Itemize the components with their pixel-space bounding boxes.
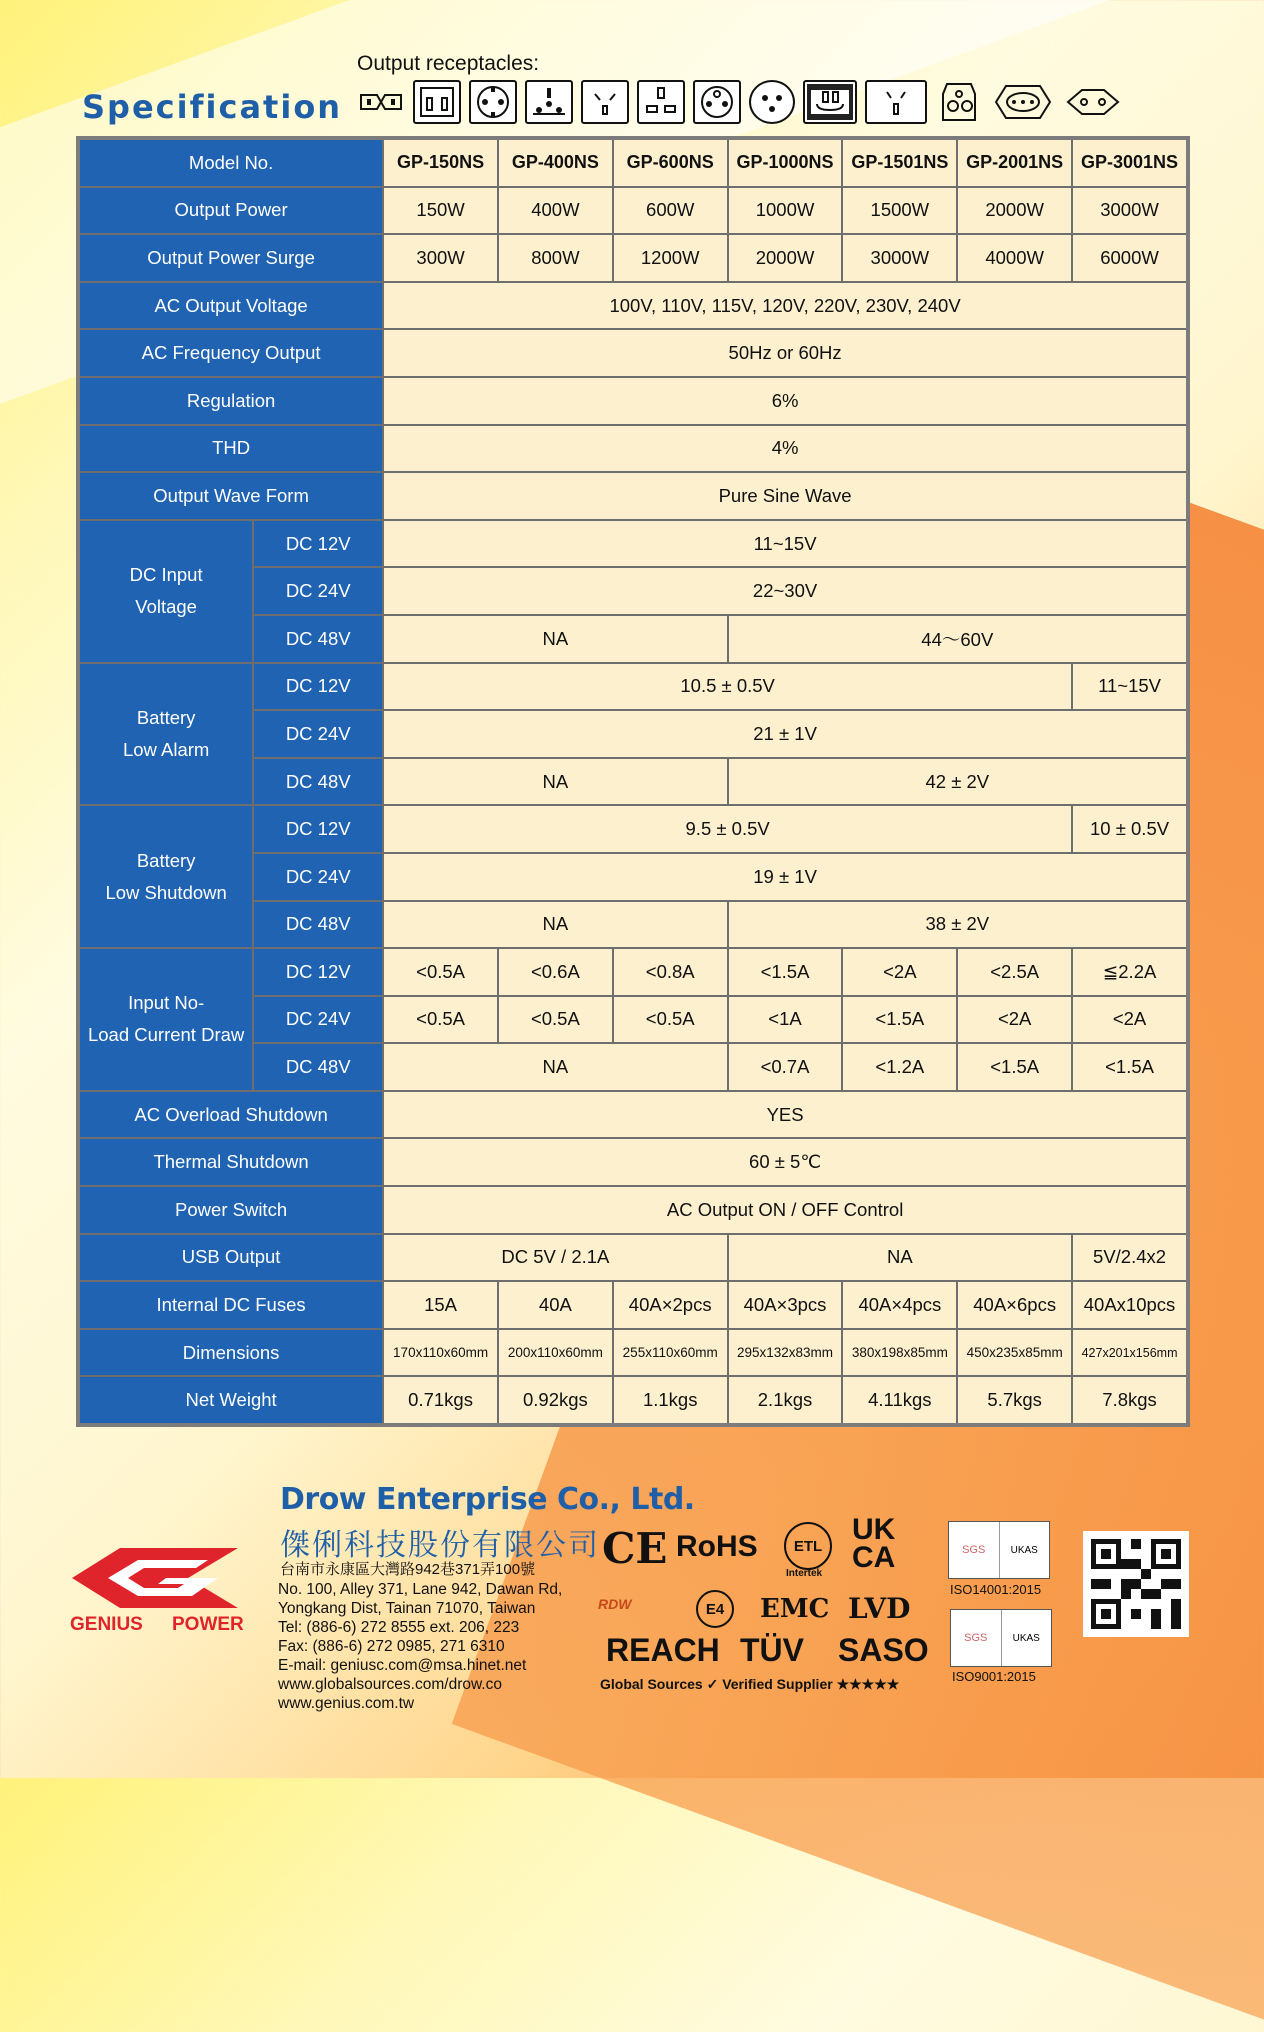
table-cell: <2A [842,948,957,996]
rohs-mark-icon: RoHS [676,1530,758,1563]
spec-table [76,136,1190,1427]
genius-power-logo-icon [68,1540,242,1621]
diamond-outlet-icon [1063,80,1123,124]
table-cell: <1.5A [1072,1043,1188,1091]
table-cell: 295x132x83mm [728,1329,843,1377]
spec-title: Specification [82,88,343,126]
table-cell: 5V/2.4x2 [1072,1234,1188,1282]
table-cell: <1.2A [842,1043,957,1091]
table-cell: 2.1kgs [728,1376,843,1425]
tuv-mark-icon: TÜV [740,1632,804,1668]
table-cell: 4000W [957,234,1072,282]
table-cell: 1500W [842,187,957,235]
table-cell: 800W [498,234,613,282]
model-cell: GP-1501NS [842,138,957,187]
sub-label: DC 12V [253,948,383,996]
table-cell: 50Hz or 60Hz [383,329,1188,377]
tel: Tel: (886-6) 272 8555 ext. 206, 223 [278,1619,520,1636]
table-cell: 600W [613,187,728,235]
table-cell: 1200W [613,234,728,282]
table-cell: 100V, 110V, 115V, 120V, 220V, 230V, 240V [383,282,1188,330]
model-cell: GP-3001NS [1072,138,1188,187]
sub-label: DC 12V [253,520,383,568]
table-cell: 150W [383,187,498,235]
company-name: Drow Enterprise Co., Ltd. [280,1482,695,1517]
table-cell: 11~15V [1072,663,1188,711]
qr-code-icon[interactable] [1083,1531,1189,1637]
table-row-weight [78,1376,1188,1425]
regulation-label: Regulation [78,377,383,425]
model-cell: GP-1000NS [728,138,843,187]
group-label-line: Battery [136,706,196,728]
sub-label: DC 12V [253,663,383,711]
table-row-dc-input-12 [78,520,1188,568]
group-label-line: Battery [136,849,196,871]
table-cell: <2A [957,996,1072,1044]
dimensions-label: Dimensions [78,1329,383,1377]
brand-genius: GENIUS [70,1614,143,1635]
weight-label: Net Weight [78,1376,383,1425]
table-cell: DC 5V / 2.1A [383,1234,727,1282]
iso14001-badge-icon [948,1521,1050,1579]
low-alarm-label [78,663,253,806]
global-sources-badge: Global Sources ✓ Verified Supplier ★★★★★ [600,1676,900,1692]
sgs-label: SGS [964,1632,988,1644]
group-label-line: Low Alarm [122,738,210,760]
table-cell: 0.71kgs [383,1376,498,1425]
table-cell: 3000W [1072,187,1188,235]
table-cell: 400W [498,187,613,235]
table-cell: <0.8A [613,948,728,996]
table-cell: <2A [1072,996,1188,1044]
table-cell: 11~15V [383,520,1188,568]
address-line: Yongkang Dist, Tainan 71070, Taiwan [278,1600,536,1617]
table-cell: NA [383,758,727,806]
low-shutdown-label [78,805,253,948]
au-angled-icon [865,80,927,124]
table-row-ac-output-voltage [78,282,1188,330]
table-cell: 7.8kgs [1072,1376,1188,1425]
group-label-line: Low Shutdown [105,881,227,903]
table-row-dimensions [78,1329,1188,1377]
table-cell: 19 ± 1V [383,853,1188,901]
table-cell: 380x198x85mm [842,1329,957,1377]
table-cell: 22~30V [383,567,1188,615]
table-cell: <0.5A [383,948,498,996]
table-cell: 4% [383,425,1188,473]
table-cell: 38 ± 2V [728,901,1188,949]
french-icon [693,80,741,124]
saso-mark-icon: SASO [838,1632,929,1668]
table-cell: ≦2.2A [1072,948,1188,996]
email-link[interactable]: E-mail: geniusc.com@msa.hinet.net [278,1657,527,1674]
reach-mark-icon: REACH [606,1632,720,1668]
au-icon [581,80,629,124]
thermal-label: Thermal Shutdown [78,1138,383,1186]
company-name-cn: 傑俐科技股份有限公司 [280,1529,600,1562]
table-cell: NA [383,1043,727,1091]
table-cell: 6000W [1072,234,1188,282]
table-cell: 170x110x60mm [383,1329,498,1377]
iso14001-label: ISO14001:2015 [950,1582,1042,1597]
table-row-wave-form [78,472,1188,520]
table-row-thermal [78,1138,1188,1186]
table-cell: 1.1kgs [613,1376,728,1425]
table-row-usb [78,1234,1188,1282]
table-cell: <1.5A [957,1043,1072,1091]
iso9001-label: ISO9001:2015 [952,1669,1036,1684]
table-cell: 450x235x85mm [957,1329,1072,1377]
table-cell: <0.5A [498,996,613,1044]
contact-info [278,1580,562,1713]
table-cell: 40A×4pcs [842,1281,957,1329]
table-cell: 40A×3pcs [728,1281,843,1329]
table-cell: <0.7A [728,1043,843,1091]
e4-mark-icon: E4 [696,1590,734,1628]
sgs-label: SGS [962,1544,986,1556]
table-cell: 6% [383,377,1188,425]
table-cell: 15A [383,1281,498,1329]
receptacle-label: Output receptacles: [357,52,540,75]
ukas-label: UKAS [999,1522,1050,1578]
table-cell: <0.5A [383,996,498,1044]
etl-mark-icon: ETL [784,1522,832,1570]
sub-label: DC 48V [253,901,383,949]
brand-power: POWER [172,1614,244,1635]
table-cell: <1A [728,996,843,1044]
intertek-label: Intertek [786,1568,823,1579]
table-cell: <0.6A [498,948,613,996]
thd-label: THD [78,425,383,473]
ukca-mark-icon: UK CA [852,1513,896,1574]
group-label-line: Input No- [128,992,205,1014]
fax: Fax: (886-6) 272 0985, 271 6310 [278,1638,505,1655]
oval-outlet-icon [991,80,1055,124]
table-cell: NA [383,901,727,949]
ac-output-voltage-label: AC Output Voltage [78,282,383,330]
table-cell: 40Ax10pcs [1072,1281,1188,1329]
table-cell: 200x110x60mm [498,1329,613,1377]
emc-mark-icon: EMC [760,1594,830,1624]
table-cell: AC Output ON / OFF Control [383,1186,1188,1234]
usb-label: USB Output [78,1234,383,1282]
model-cell: GP-2001NS [957,138,1072,187]
address-line: No. 100, Alley 371, Lane 942, Dawan Rd, [278,1581,563,1598]
table-cell: 21 ± 1V [383,710,1188,758]
ac-frequency-label: AC Frequency Output [78,329,383,377]
table-cell: 3000W [842,234,957,282]
sub-label: DC 24V [253,567,383,615]
table-cell: 44～60V [728,615,1188,663]
table-cell: <2.5A [957,948,1072,996]
uk-icon [637,80,685,124]
iso9001-badge-icon [950,1609,1052,1667]
ac-overload-label: AC Overload Shutdown [78,1091,383,1139]
table-cell: 10 ± 0.5V [1072,805,1188,853]
group-label-line: Voltage [135,596,197,618]
table-row-model [78,138,1188,187]
rdw-mark-icon: RDW [598,1596,632,1612]
table-cell: 427x201x156mm [1072,1329,1188,1377]
website-link[interactable]: www.genius.com.tw [278,1695,415,1712]
sub-label: DC 24V [253,710,383,758]
round-3pin-icon [749,80,795,124]
lvd-mark-icon: LVD [848,1592,911,1625]
table-cell: 40A [498,1281,613,1329]
table-row-output-surge [78,234,1188,282]
table-cell: 4.11kgs [842,1376,957,1425]
schuko-icon [469,80,517,124]
table-cell: 2000W [728,234,843,282]
table-row-no-load-12 [78,948,1188,996]
group-label-line: DC Input [129,564,203,586]
dc-input-label [78,520,253,663]
model-cell: GP-600NS [613,138,728,187]
table-cell: <1.5A [728,948,843,996]
table-cell: 9.5 ± 0.5V [383,805,1072,853]
table-row-output-power [78,187,1188,235]
power-switch-label: Power Switch [78,1186,383,1234]
table-cell: <1.5A [842,996,957,1044]
iec-icon [935,80,983,124]
table-row-regulation [78,377,1188,425]
table-cell: 300W [383,234,498,282]
table-cell: 255x110x60mm [613,1329,728,1377]
table-cell: 1000W [728,187,843,235]
table-cell: 5.7kgs [957,1376,1072,1425]
table-cell: 42 ± 2V [728,758,1188,806]
table-cell: 40A×6pcs [957,1281,1072,1329]
output-surge-label: Output Power Surge [78,234,383,282]
universal-square-icon [413,80,461,124]
table-cell: 2000W [957,187,1072,235]
sub-label: DC 12V [253,805,383,853]
sub-label: DC 48V [253,1043,383,1091]
table-cell: 10.5 ± 0.5V [383,663,1072,711]
sub-label: DC 48V [253,615,383,663]
table-row-low-shutdown-12 [78,805,1188,853]
sub-label: DC 48V [253,758,383,806]
table-row-ac-overload [78,1091,1188,1139]
model-label: Model No. [78,138,383,187]
table-cell: YES [383,1091,1188,1139]
no-load-label [78,948,253,1091]
model-cell: GP-150NS [383,138,498,187]
sub-label: DC 24V [253,853,383,901]
table-cell: NA [383,615,727,663]
table-cell: 40A×2pcs [613,1281,728,1329]
table-row-thd [78,425,1188,473]
wave-form-label: Output Wave Form [78,472,383,520]
table-row-low-alarm-12 [78,663,1188,711]
us-flat-icon [357,80,405,124]
website-link[interactable]: www.globalsources.com/drow.co [278,1676,502,1693]
table-cell: NA [728,1234,1072,1282]
table-cell: Pure Sine Wave [383,472,1188,520]
address-cn: 台南市永康區大灣路942巷371弄100號 [280,1561,536,1578]
table-row-ac-frequency [78,329,1188,377]
uk-shuttered-icon [803,80,857,124]
sub-label: DC 24V [253,996,383,1044]
group-label-line: Load Current Draw [87,1024,245,1046]
multi-pin-icon [525,80,573,124]
receptacle-icons [357,80,1123,124]
table-cell: 0.92kgs [498,1376,613,1425]
table-row-power-switch [78,1186,1188,1234]
table-cell: <0.5A [613,996,728,1044]
fuses-label: Internal DC Fuses [78,1281,383,1329]
ukas-label: UKAS [1001,1610,1052,1666]
table-row-fuses [78,1281,1188,1329]
ce-mark-icon: CE [602,1524,668,1573]
model-cell: GP-400NS [498,138,613,187]
table-cell: 60 ± 5℃ [383,1138,1188,1186]
output-power-label: Output Power [78,187,383,235]
